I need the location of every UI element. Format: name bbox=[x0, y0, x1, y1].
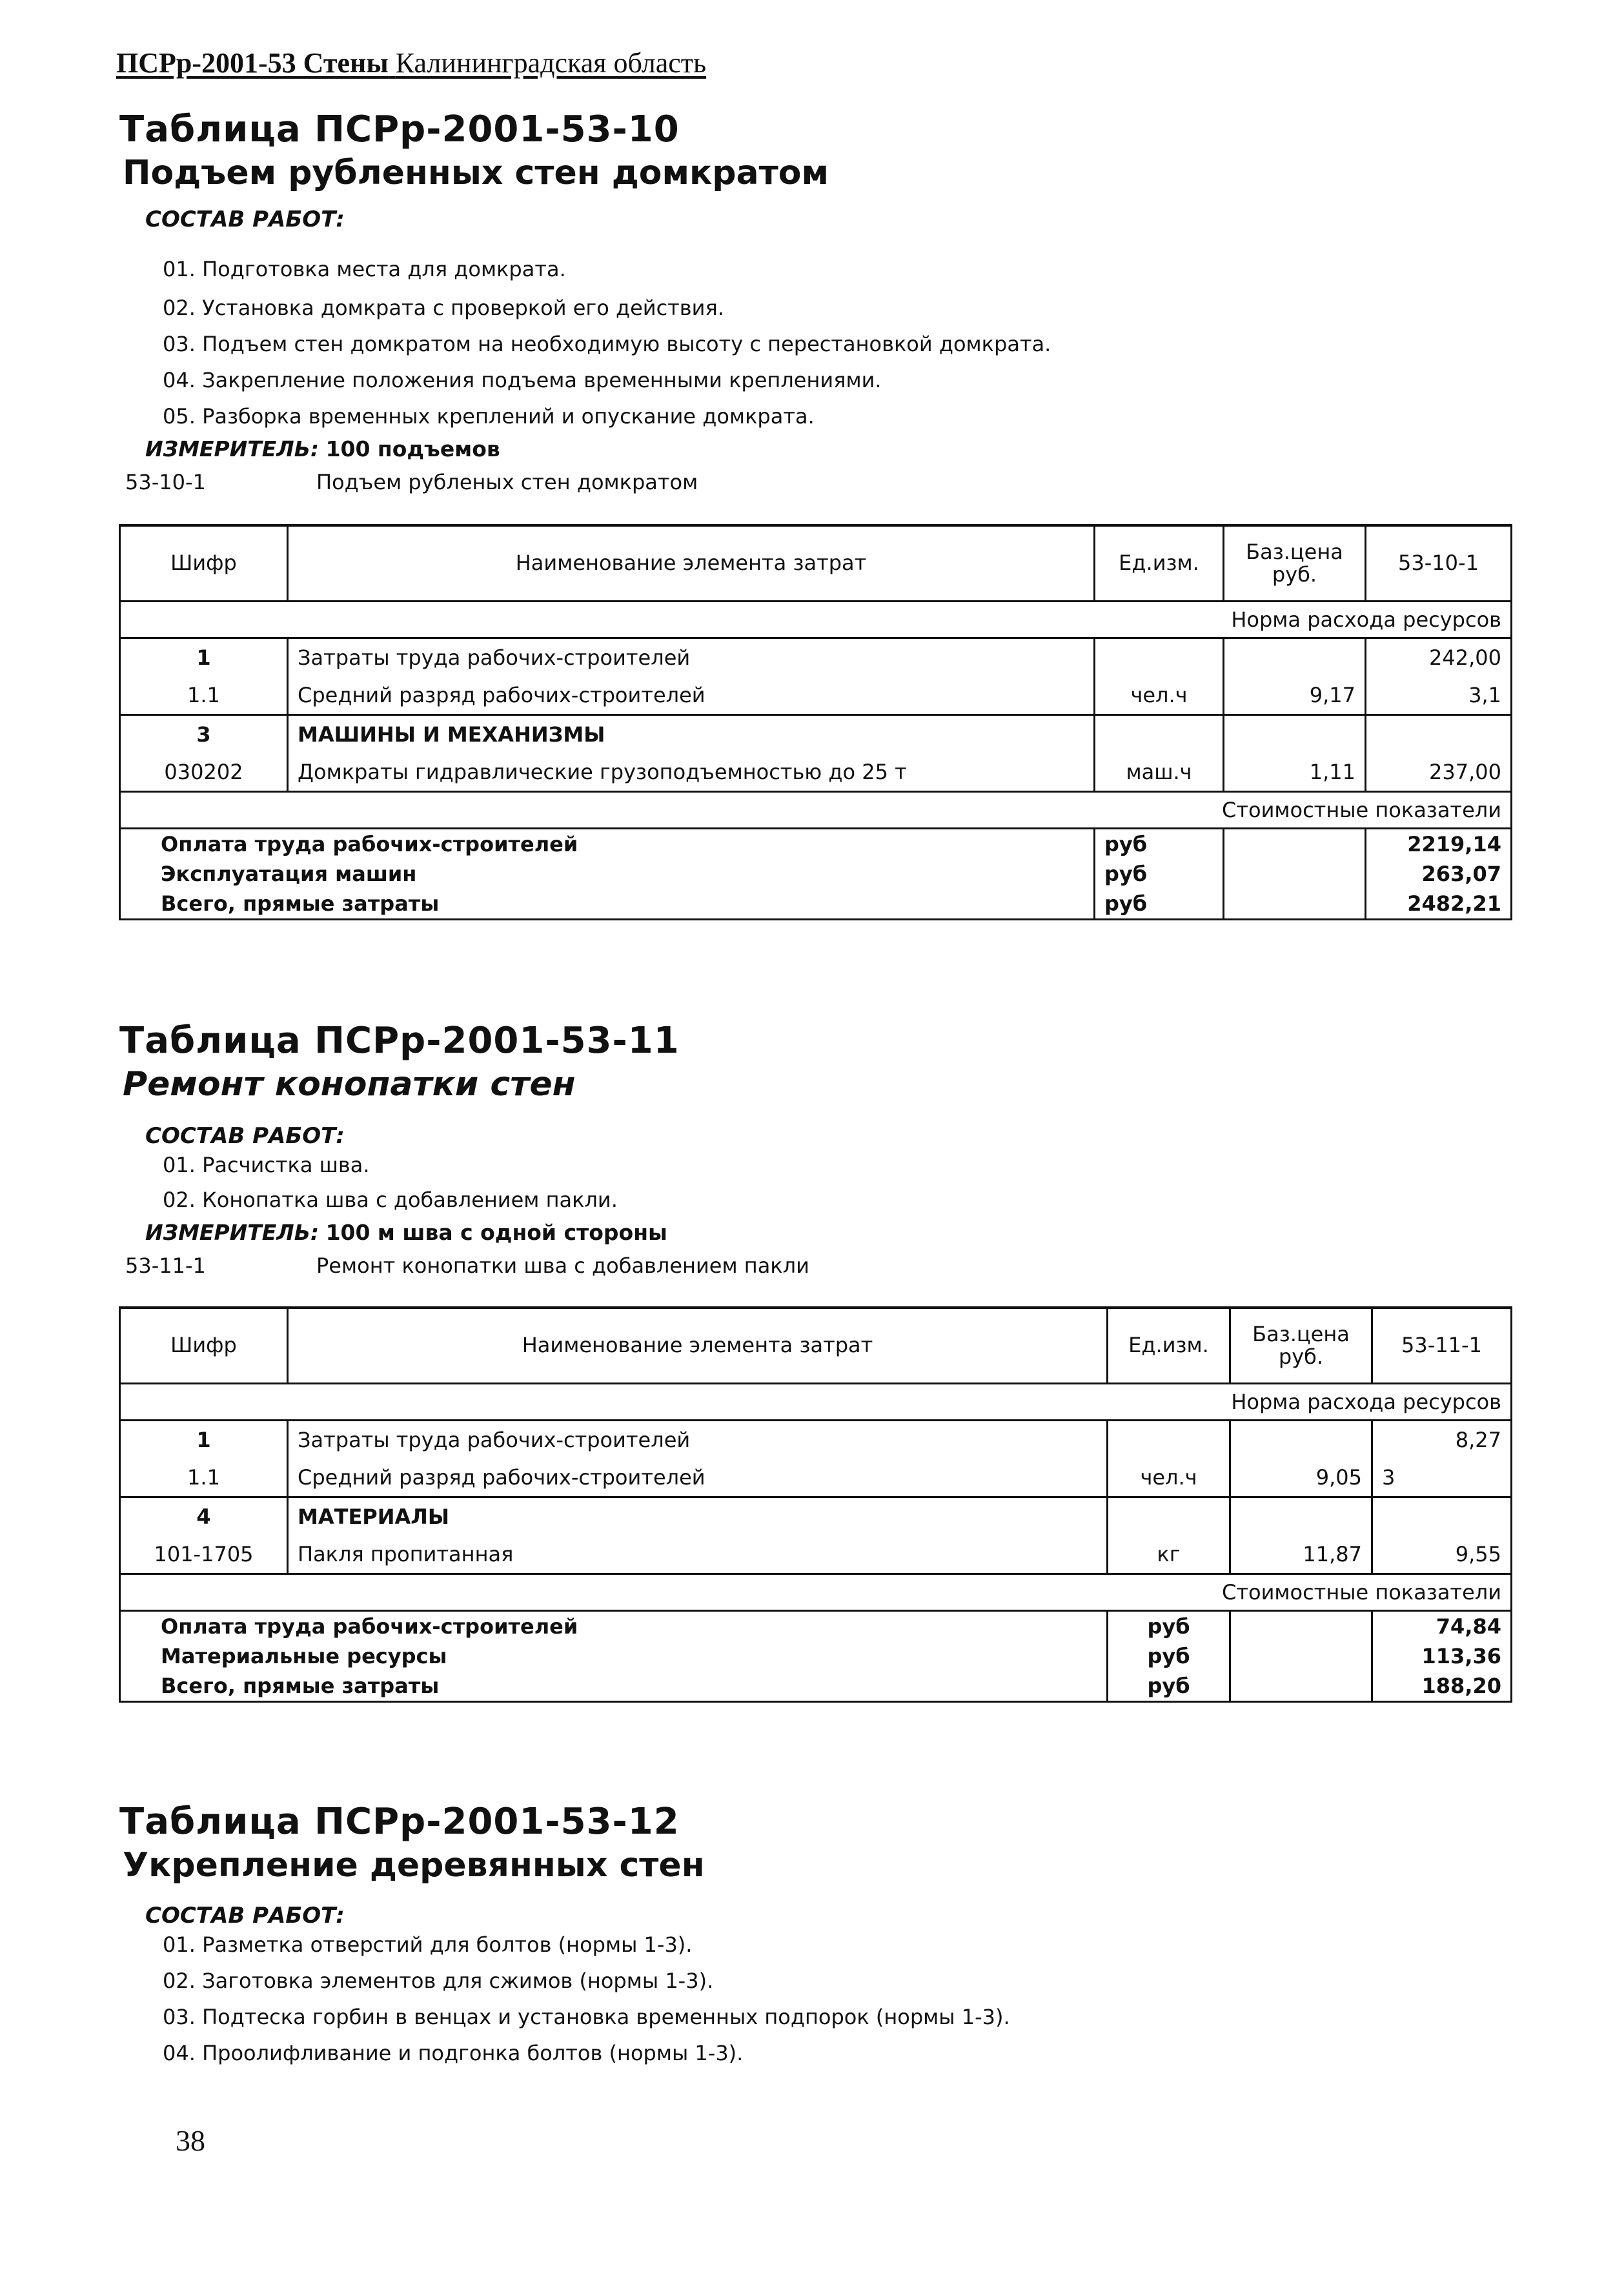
page-header-region: Калининградская область bbox=[395, 47, 707, 79]
total-label: Всего, прямые затраты bbox=[120, 1671, 1108, 1702]
col-header-code: Шифр bbox=[120, 525, 288, 602]
cell-price bbox=[1230, 1497, 1372, 1536]
work-item: 01. Расчистка шва. bbox=[163, 1153, 370, 1177]
cell-code: 4 bbox=[120, 1497, 288, 1536]
cell-name: Домкраты гидравлические грузоподъемностью до 25 т bbox=[288, 753, 1095, 792]
total-label: Оплата труда рабочих-строителей bbox=[120, 829, 1095, 860]
norm-code: 53-10-1 bbox=[125, 470, 206, 494]
total-value: 113,36 bbox=[1372, 1641, 1512, 1671]
total-label: Материальные ресурсы bbox=[120, 1641, 1108, 1671]
total-unit: руб bbox=[1108, 1671, 1230, 1702]
total-value: 263,07 bbox=[1366, 859, 1512, 889]
total-row bbox=[120, 829, 1512, 860]
work-item: 02. Конопатка шва с добавлением пакли. bbox=[163, 1188, 618, 1212]
total-unit: руб bbox=[1095, 859, 1224, 889]
work-item: 01. Разметка отверстий для болтов (нормы 1-3). bbox=[163, 1932, 693, 1957]
cell-code: 1.1 bbox=[120, 1459, 288, 1497]
cell-name: Пакля пропитанная bbox=[288, 1535, 1108, 1574]
norm-section-label: Норма расхода ресурсов bbox=[120, 602, 1512, 638]
cell-price: 1,11 bbox=[1224, 753, 1366, 792]
col-header-price: Баз.цена руб. bbox=[1224, 525, 1366, 602]
total-empty bbox=[1224, 889, 1366, 920]
cell-norm: 3,1 bbox=[1366, 676, 1512, 715]
work-item: 04. Проолифливание и подгонка болтов (нормы 1-3). bbox=[163, 2041, 744, 2065]
total-empty bbox=[1224, 859, 1366, 889]
cell-norm bbox=[1366, 715, 1512, 754]
cell-price bbox=[1224, 638, 1366, 677]
cell-code: 101-1705 bbox=[120, 1535, 288, 1574]
total-value: 188,20 bbox=[1372, 1671, 1512, 1702]
total-row bbox=[120, 889, 1512, 920]
total-row bbox=[120, 859, 1512, 889]
cell-norm: 3 bbox=[1372, 1459, 1512, 1497]
cell-code: 030202 bbox=[120, 753, 288, 792]
col-header-norm: 53-10-1 bbox=[1366, 525, 1512, 602]
total-value: 2219,14 bbox=[1366, 829, 1512, 860]
total-unit: руб bbox=[1108, 1641, 1230, 1671]
page-number: 38 bbox=[176, 2124, 205, 2157]
measure-line bbox=[145, 1220, 667, 1245]
cell-norm: 9,55 bbox=[1372, 1535, 1512, 1574]
col-header-name: Наименование элемента затрат bbox=[288, 1308, 1108, 1384]
cell-price: 11,87 bbox=[1230, 1535, 1372, 1574]
cell-unit bbox=[1095, 715, 1224, 754]
cell-code: 1.1 bbox=[120, 676, 288, 715]
table-row bbox=[120, 753, 1512, 792]
cost-section-label: Стоимостные показатели bbox=[120, 792, 1512, 829]
col-header-unit: Ед.изм. bbox=[1095, 525, 1224, 602]
cell-name: Затраты труда рабочих-строителей bbox=[288, 1421, 1108, 1459]
col-header-code: Шифр bbox=[120, 1308, 288, 1384]
work-item: 05. Разборка временных креплений и опускание домкрата. bbox=[163, 404, 815, 429]
cell-unit bbox=[1108, 1497, 1230, 1536]
cell-unit bbox=[1108, 1421, 1230, 1459]
cell-norm: 242,00 bbox=[1366, 638, 1512, 677]
table-subtitle: Укрепление деревянных стен bbox=[123, 1846, 705, 1885]
table-subtitle: Ремонт конопатки стен bbox=[123, 1065, 576, 1104]
cell-code: 1 bbox=[120, 638, 288, 677]
work-item: 02. Установка домкрата с проверкой его действия. bbox=[163, 296, 724, 320]
cell-unit: чел.ч bbox=[1108, 1459, 1230, 1497]
total-empty bbox=[1224, 829, 1366, 860]
total-empty bbox=[1230, 1641, 1372, 1671]
total-empty bbox=[1230, 1611, 1372, 1642]
work-item: 03. Подъем стен домкратом на необходимую высоту с перестановкой домкрата. bbox=[163, 332, 1051, 356]
col-header-price: Баз.цена руб. bbox=[1230, 1308, 1372, 1384]
composition-label: СОСТАВ РАБОТ: bbox=[145, 1903, 345, 1929]
total-value: 2482,21 bbox=[1366, 889, 1512, 920]
cell-code: 3 bbox=[120, 715, 288, 754]
table-subtitle: Подъем рубленных стен домкратом bbox=[123, 154, 829, 192]
table-row bbox=[120, 1459, 1512, 1497]
cost-section-label: Стоимостные показатели bbox=[120, 1574, 1512, 1611]
page-header bbox=[116, 46, 706, 79]
cell-norm: 8,27 bbox=[1372, 1421, 1512, 1459]
resource-table bbox=[119, 1306, 1512, 1703]
norm-section-label: Норма расхода ресурсов bbox=[120, 1384, 1512, 1421]
cell-name: Средний разряд рабочих-строителей bbox=[288, 676, 1095, 715]
measure-value: 100 подъемов bbox=[325, 436, 500, 461]
cell-name: МАТЕРИАЛЫ bbox=[288, 1497, 1108, 1536]
table-title: Таблица ПСРр-2001-53-12 bbox=[119, 1801, 680, 1843]
col-header-unit: Ед.изм. bbox=[1108, 1308, 1230, 1384]
cell-code: 1 bbox=[120, 1421, 288, 1459]
work-item: 01. Подготовка места для домкрата. bbox=[163, 257, 566, 281]
table-row bbox=[120, 1421, 1512, 1459]
table-row bbox=[120, 676, 1512, 715]
cell-norm bbox=[1372, 1497, 1512, 1536]
total-unit: руб bbox=[1095, 889, 1224, 920]
composition-label: СОСТАВ РАБОТ: bbox=[145, 1123, 345, 1149]
total-empty bbox=[1230, 1671, 1372, 1702]
measure-line bbox=[145, 436, 500, 461]
total-row bbox=[120, 1611, 1512, 1642]
cell-norm: 237,00 bbox=[1366, 753, 1512, 792]
total-value: 74,84 bbox=[1372, 1611, 1512, 1642]
cell-name: МАШИНЫ И МЕХАНИЗМЫ bbox=[288, 715, 1095, 754]
total-row bbox=[120, 1641, 1512, 1671]
table-title: Таблица ПСРр-2001-53-11 bbox=[119, 1020, 680, 1062]
cell-name: Затраты труда рабочих-строителей bbox=[288, 638, 1095, 677]
resource-table bbox=[119, 524, 1512, 920]
work-item: 03. Подтеска горбин в венцах и установка временных подпорок (нормы 1-3). bbox=[163, 2005, 1010, 2029]
cell-unit: кг bbox=[1108, 1535, 1230, 1574]
work-item: 02. Заготовка элементов для сжимов (нормы 1-3). bbox=[163, 1969, 714, 1993]
total-unit: руб bbox=[1095, 829, 1224, 860]
measure-label: ИЗМЕРИТЕЛЬ: bbox=[145, 1220, 320, 1245]
cell-unit: маш.ч bbox=[1095, 753, 1224, 792]
table-title: Таблица ПСРр-2001-53-10 bbox=[119, 108, 680, 150]
cell-price: 9,05 bbox=[1230, 1459, 1372, 1497]
composition-label: СОСТАВ РАБОТ: bbox=[145, 207, 345, 232]
total-row bbox=[120, 1671, 1512, 1702]
cell-price bbox=[1224, 715, 1366, 754]
col-header-name: Наименование элемента затрат bbox=[288, 525, 1095, 602]
measure-label: ИЗМЕРИТЕЛЬ: bbox=[145, 436, 320, 461]
work-item: 04. Закрепление положения подъема временными креплениями. bbox=[163, 368, 882, 392]
page-header-code: ПСРр-2001-53 Стены bbox=[116, 47, 389, 79]
total-label: Эксплуатация машин bbox=[120, 859, 1095, 889]
cell-unit bbox=[1095, 638, 1224, 677]
cell-price: 9,17 bbox=[1224, 676, 1366, 715]
measure-value: 100 м шва с одной стороны bbox=[325, 1220, 667, 1245]
table-row bbox=[120, 638, 1512, 677]
cell-name: Средний разряд рабочих-строителей bbox=[288, 1459, 1108, 1497]
norm-code: 53-11-1 bbox=[125, 1253, 206, 1278]
norm-code-desc: Подъем рубленых стен домкратом bbox=[316, 470, 698, 494]
col-header-norm: 53-11-1 bbox=[1372, 1308, 1512, 1384]
norm-code-desc: Ремонт конопатки шва с добавлением пакли bbox=[316, 1253, 809, 1278]
cell-price bbox=[1230, 1421, 1372, 1459]
total-unit: руб bbox=[1108, 1611, 1230, 1642]
table-row bbox=[120, 1497, 1512, 1536]
table-row bbox=[120, 715, 1512, 754]
table-row bbox=[120, 1535, 1512, 1574]
total-label: Оплата труда рабочих-строителей bbox=[120, 1611, 1108, 1642]
total-label: Всего, прямые затраты bbox=[120, 889, 1095, 920]
cell-unit: чел.ч bbox=[1095, 676, 1224, 715]
